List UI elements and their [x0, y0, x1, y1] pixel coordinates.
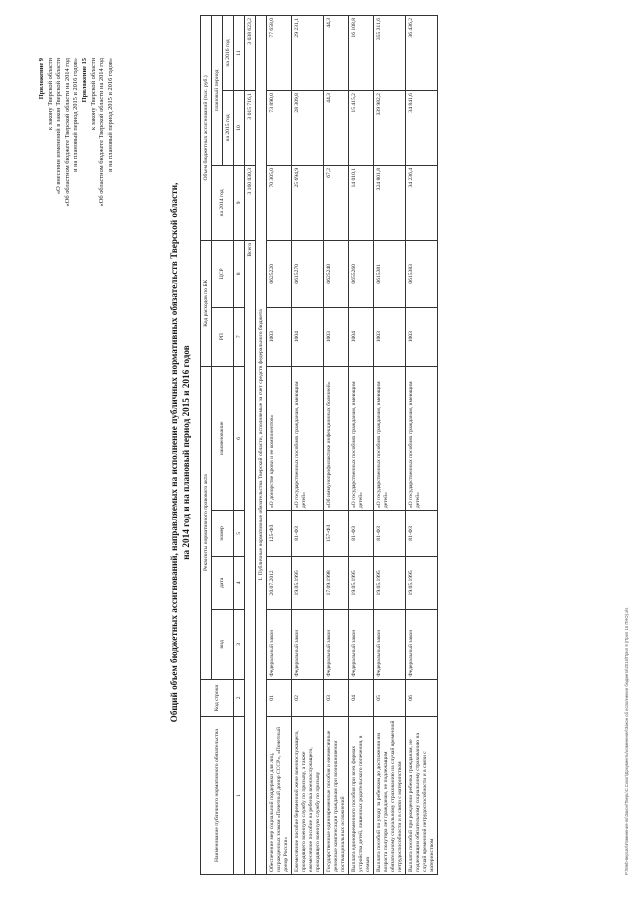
cell-csr: 0615270 — [292, 240, 324, 307]
column-number: 1 — [234, 717, 245, 875]
cell-number: 157-ФЗ — [324, 511, 349, 556]
title-line-1: Общий объем бюджетных ассигнований, направляемых на исполнение публичных нормативных обязательств Тверской области, — [169, 182, 179, 723]
cell-kind: Федеральный закон — [406, 610, 438, 680]
table-row — [267, 16, 292, 875]
cell-number: 81-ФЗ — [292, 511, 324, 556]
total-2015: 3 015 716,1 — [245, 91, 256, 166]
table-row — [292, 16, 324, 875]
cell-kind: Федеральный закон — [374, 610, 406, 680]
cell-rz: 1003 — [324, 307, 349, 366]
cell-rz: 1003 — [374, 307, 406, 366]
cell-code: 02 — [292, 679, 324, 716]
cell-code: 05 — [374, 679, 406, 716]
file-path-footer: Р:\Web-версия\Изменения-по\Закон\Тверь\С.Сокоп\Документы\изменения\Закон об исполнении бюджета\2015\Прил 9 (Прил 15 ПНО).xls — [624, 607, 629, 875]
cell-name: Выплата пособий по уходу за ребенком до достижения им возраста полутора лет гражданам, не подлежащим обязательному социальному страхованию на случай временной нетрудоспособности и в связи с материнством — [374, 717, 406, 875]
cell-y2015: 73 890,0 — [267, 91, 292, 166]
cell-name: Выплата пособий при рождении ребенка гражданам, не подлежащим обязательному социальному страхованию на случай временной нетрудоспособности и в связи с материнством — [406, 717, 438, 875]
cell-code: 04 — [349, 679, 374, 716]
cell-csr: 0625240 — [324, 240, 349, 307]
cell-y2015: 44,3 — [324, 91, 349, 166]
column-number: 10 — [234, 91, 245, 166]
appendix-line: Приложение 9 — [38, 58, 45, 100]
section-title: 1. Публичные нормативные обязательства Тверской области, исполняемые за счет средств федерального бюджета — [256, 16, 267, 875]
cell-number: 125-ФЗ — [267, 511, 292, 556]
cell-y2014: 34 236,4 — [406, 165, 438, 240]
appendix-line: Приложение 15 — [80, 58, 88, 103]
cell-y2016: 29 231,1 — [292, 16, 324, 91]
column-number: 8 — [234, 240, 245, 307]
cell-title: «Об иммунопрофилактике инфекционных болезней» — [324, 366, 349, 511]
header-2014: на 2014 год — [212, 165, 234, 240]
table-row — [374, 16, 406, 875]
appendix-line: и на плановый период 2015 и 2016 годов» — [106, 58, 114, 172]
table-row — [324, 16, 349, 875]
table-row — [406, 16, 438, 875]
cell-csr: 0655260 — [349, 240, 374, 307]
cell-y2014: 324 801,8 — [374, 165, 406, 240]
cell-y2016: 44,3 — [324, 16, 349, 91]
cell-title: «О государственных пособиях гражданам, имеющим детей» — [406, 366, 438, 511]
appendix-line: к закону Тверской области — [46, 58, 54, 131]
cell-y2016: 77 658,0 — [267, 16, 292, 91]
obligations-table — [200, 15, 438, 875]
title-line-2: на 2014 год и на плановый период 2015 и 2016 годов — [181, 345, 191, 560]
header-number: номер — [212, 511, 234, 556]
cell-date: 19.05.1995 — [406, 556, 438, 610]
cell-kind: Федеральный закон — [267, 610, 292, 680]
header-2015: на 2015 год — [223, 91, 234, 166]
header-2016: на 2016 год — [223, 16, 234, 91]
header-csr: ЦСР — [212, 240, 234, 307]
column-number: 2 — [234, 679, 245, 716]
column-number: 11 — [234, 16, 245, 91]
header-bk: Код расходов по БК — [201, 240, 212, 366]
cell-title: «О государственных пособиях гражданам, имеющим детей» — [349, 366, 374, 511]
total-2016: 3 038 623,2 — [245, 16, 256, 91]
column-number: 5 — [234, 511, 245, 556]
column-number: 9 — [234, 165, 245, 240]
total-row — [245, 16, 256, 875]
cell-rz: 1004 — [292, 307, 324, 366]
cell-csr: 0615383 — [406, 240, 438, 307]
column-number: 4 — [234, 556, 245, 610]
total-2014: 3 160 030,3 — [245, 165, 256, 240]
appendix-line: «Об областном бюджете Тверской области на 2014 год — [63, 58, 71, 207]
header-rz: РП — [212, 307, 234, 366]
cell-kind: Федеральный закон — [349, 610, 374, 680]
cell-title: «О государственных пособиях гражданам, имеющим детей» — [292, 366, 324, 511]
cell-rz: 1003 — [406, 307, 438, 366]
cell-y2016: 355 311,6 — [374, 16, 406, 91]
appendix-line: и на плановый период 2015 и 2016 годов» — [72, 58, 80, 172]
cell-number: 81-ФЗ — [374, 511, 406, 556]
header-kind: вид — [212, 610, 234, 680]
header-date: дата — [212, 556, 234, 610]
cell-rz: 1003 — [267, 307, 292, 366]
cell-y2015: 15 415,2 — [349, 91, 374, 166]
cell-rz: 1004 — [349, 307, 374, 366]
appendix-line: к закону Тверской области — [89, 58, 97, 131]
header-title: наименование — [212, 366, 234, 511]
cell-y2014: 67,2 — [324, 165, 349, 240]
cell-number: 81-ФЗ — [406, 511, 438, 556]
total-label: Всего — [245, 240, 256, 874]
cell-y2015: 34 841,6 — [406, 91, 438, 166]
cell-y2014: 70 305,0 — [267, 165, 292, 240]
cell-name: Ежемесячное пособие беременной жене военнослужащего, проходящего военную службу по призыву, а также ежемесячное пособие на ребенка военнослужащего, проходящего военную службу по призыву — [292, 717, 324, 875]
cell-y2016: 16 108,8 — [349, 16, 374, 91]
cell-code: 03 — [324, 679, 349, 716]
cell-csr: 0625220 — [267, 240, 292, 307]
cell-csr: 0615381 — [374, 240, 406, 307]
cell-title: «О донорстве крови и ее компонентов» — [267, 366, 292, 511]
cell-name: Обеспечение мер социальной поддержки для лиц, награжденных знаком «Почетный донор СССР», «Почетный донор России» — [267, 717, 292, 875]
document-title — [168, 150, 192, 755]
cell-date: 19.05.1995 — [349, 556, 374, 610]
cell-title: «О государственных пособиях гражданам, имеющим детей» — [374, 366, 406, 511]
header-code: Код строки — [201, 679, 234, 716]
cell-date: 19.05.1995 — [292, 556, 324, 610]
appendix-line: «Об областном бюджете Тверской области на 2014 год — [98, 58, 106, 207]
header-requisites: Реквизиты нормативного правового акта — [201, 366, 212, 679]
cell-y2015: 28 309,8 — [292, 91, 324, 166]
cell-y2016: 36 436,2 — [406, 16, 438, 91]
column-number-row — [234, 16, 245, 875]
cell-name: Государственные единовременные пособия и ежемесячные денежные компенсации гражданам при возникновении поствакцинальных осложнений — [324, 717, 349, 875]
cell-code: 01 — [267, 679, 292, 716]
section-row — [256, 16, 267, 875]
cell-date: 17.09.1998 — [324, 556, 349, 610]
header-volume: Объем бюджетных ассигнований (тыс. руб.) — [201, 16, 212, 241]
cell-y2014: 14 010,1 — [349, 165, 374, 240]
cell-kind: Федеральный закон — [324, 610, 349, 680]
cell-date: 19.05.1995 — [374, 556, 406, 610]
column-number: 7 — [234, 307, 245, 366]
cell-y2015: 339 982,2 — [374, 91, 406, 166]
column-number: 6 — [234, 366, 245, 511]
cell-name: Выплата единовременного пособия при всех формах устройства детей, лишенных родительского попечения, в семью — [349, 717, 374, 875]
header-name: Наименование публичного нормативного обязательства — [201, 717, 234, 875]
cell-y2014: 25 694,9 — [292, 165, 324, 240]
table-row — [349, 16, 374, 875]
cell-date: 20.07.2012 — [267, 556, 292, 610]
appendix-line: «О внесении изменений в закон Тверской области — [55, 58, 63, 195]
cell-code: 06 — [406, 679, 438, 716]
cell-kind: Федеральный закон — [292, 610, 324, 680]
column-number: 3 — [234, 610, 245, 680]
cell-number: 81-ФЗ — [349, 511, 374, 556]
header-plan: плановый период — [212, 16, 223, 166]
appendix-header — [38, 58, 115, 206]
